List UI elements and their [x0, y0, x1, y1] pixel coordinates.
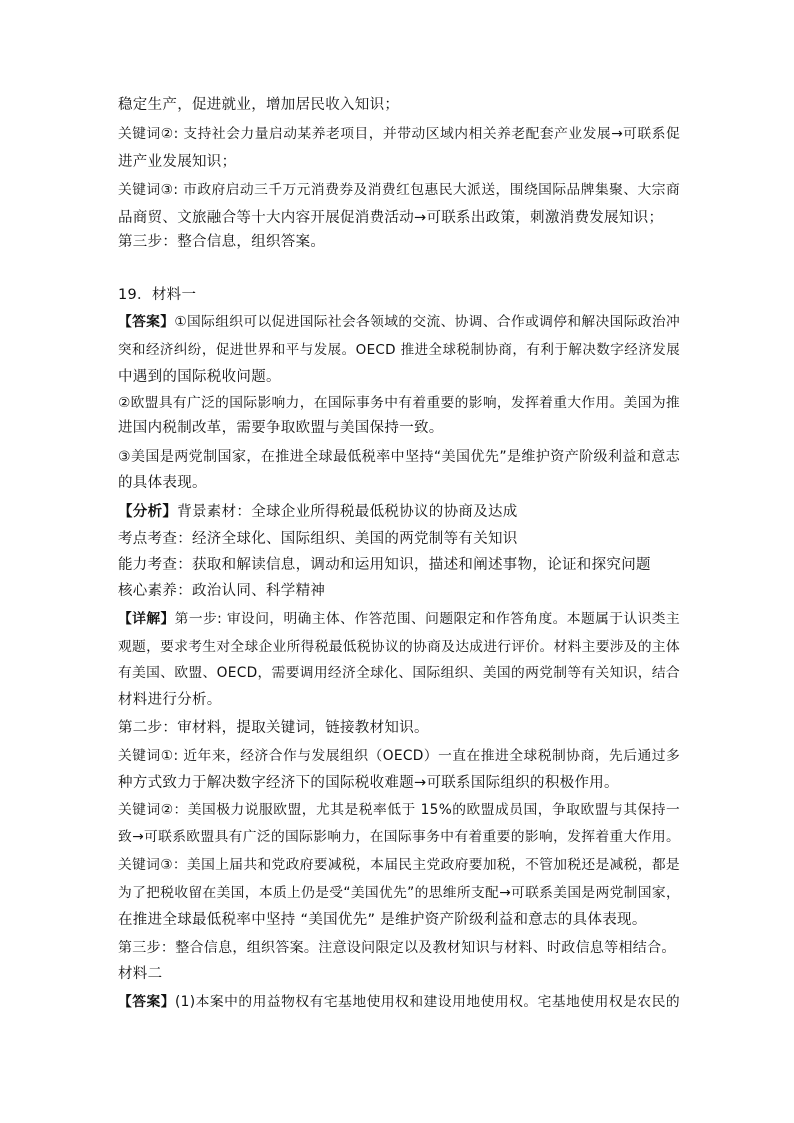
text-line: 第三步：整合信息，组织答案。注意设问限定以及教材知识与材料、时政信息等相结合。	[118, 940, 676, 956]
answer-tag: 【答案】	[118, 314, 175, 330]
text-line: 品商贸、文旅融合等十大内容开展促消费活动→可联系出政策，刺激消费发展知识；	[118, 210, 664, 226]
text-line: 为了把税收留在美国，本质上仍是受“美国优先”的思维所支配→可联系美国是两党制国家，	[118, 885, 680, 901]
text-line: 材料进行分析。	[118, 692, 222, 708]
text-line: 进产业发展知识；	[118, 154, 237, 170]
text-line: 观题，要求考生对全球企业所得税最低税协议的协商及达成进行评价。材料主要涉及的主体	[118, 639, 681, 655]
text-line: 稳定生产，促进就业，增加居民收入知识；	[118, 97, 400, 113]
answer-line: 【答案】①国际组织可以促进国际社会各领域的交流、协调、合作或调停和解决国际政治冲	[118, 314, 681, 330]
text-line: 有美国、欧盟、OECD，需要调用经济全球化、国际组织、美国的两党制等有关知识，结合	[118, 665, 680, 681]
text-line: 关键词②：美国极力说服欧盟，尤其是税率低于 15%的欧盟成员国，争取欧盟与其保持一	[118, 802, 680, 818]
analysis-line: 【分析】背景素材：全球企业所得税最低税协议的协商及达成	[118, 504, 518, 520]
text-line: ③美国是两党制国家，在推进全球最低税率中坚持“美国优先”是维护资产阶级利益和意志	[118, 449, 680, 465]
answer-line: 【答案】(1)本案中的用益物权有宅基地使用权和建设用地使用权。宅基地使用权是农民的	[118, 994, 680, 1010]
detail-tag: 【详解】	[118, 611, 175, 627]
answer-tag: 【答案】	[118, 994, 176, 1010]
text-line: 种方式致力于解决数字经济下的国际税收难题→可联系国际组织的积极作用。	[118, 775, 619, 791]
text-line: 关键词②: 支持社会力量启动某养老项目，并带动区域内相关养老配套产业发展→可联系促	[118, 126, 680, 142]
text-line: 关键词①: 近年来，经济合作与发展组织（OECD）一直在推进全球税制协商，先后通过多	[118, 748, 680, 764]
text-line: 进国内税制改革，需要争取欧盟与美国保持一致。	[118, 420, 444, 436]
text-line: 第三步：整合信息，组织答案。	[118, 234, 326, 250]
text-line: 核心素养：政治认同、科学精神	[118, 583, 326, 599]
text-line: 的具体表现。	[118, 475, 207, 491]
question-number: 19．材料一	[118, 287, 197, 303]
analysis-tag: 【分析】	[118, 504, 178, 520]
text-line: 能力考查：获取和解读信息，调动和运用知识，描述和阐述事物，论证和探究问题	[118, 557, 651, 573]
text-line: 第二步：审材料，提取关键词，链接教材知识。	[118, 720, 429, 736]
text-line: 关键词③：美国上届共和党政府要减税，本届民主党政府要加税，不管加税还是减税，都是	[118, 857, 680, 873]
text-line: ②欧盟具有广泛的国际影响力，在国际事务中有着重要的影响，发挥着重大作用。美国为推	[118, 395, 680, 411]
text-line: 考点考查：经济全球化、国际组织、美国的两党制等有关知识	[118, 531, 518, 547]
text-line: 在推进全球最低税率中坚持 “美国优先” 是维护资产阶级利益和意志的具体表现。	[118, 912, 647, 928]
detail-line: 【详解】第一步: 审设问，明确主体、作答范围、问题限定和作答角度。本题属于认识类主	[118, 611, 680, 627]
section-label: 材料二	[118, 966, 163, 982]
text-line: 关键词③: 市政府启动三千万元消费券及消费红包惠民大派送，围绕国际品牌集聚、大宗商	[118, 182, 680, 198]
text-line: 致→可联系欧盟具有广泛的国际影响力，在国际事务中有着重要的影响，发挥着重大作用。	[118, 829, 680, 845]
text-line: 突和经济纠纷，促进世界和平与发展。OECD 推进全球税制协商，有利于解决数字经济发展	[118, 342, 680, 358]
text-line: 中遇到的国际税收问题。	[118, 369, 281, 385]
